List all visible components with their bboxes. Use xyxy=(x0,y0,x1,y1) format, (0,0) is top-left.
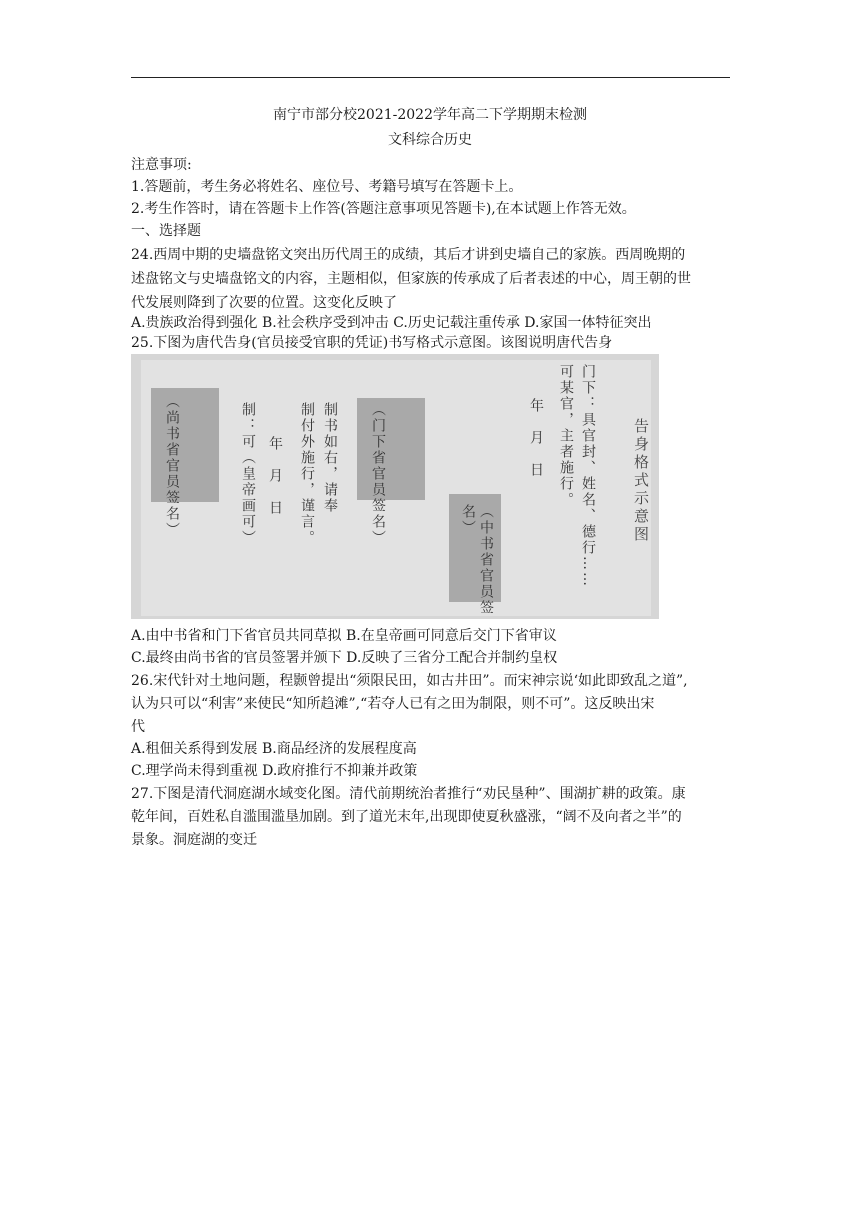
shangshu-signature-box xyxy=(151,388,219,502)
header-rule xyxy=(131,77,730,78)
q24-options: A.贵族政治得到强化 B.社会秩序受到冲击 C.历史记载注重传承 D.家国一体特征突出 xyxy=(131,315,652,331)
section-heading: 一、选择题 xyxy=(131,223,201,239)
q27-line-2: 乾年间，百姓私自滥围滥垦加剧。到了道光末年,出现即使夏秋盛涨，“阔不及向者之半”的 xyxy=(131,809,682,825)
figure-col-zhishu-1: 制书如右，请奉 xyxy=(322,402,338,514)
notice-heading: 注意事项: xyxy=(131,157,192,173)
q25-options-ab: A.由中书省和门下省官员共同草拟 B.在皇帝画可同意后交门下省审议 xyxy=(131,628,557,644)
menxia-signature-label: （门下省官员签名） xyxy=(370,402,386,546)
q27-line-3: 景象。洞庭湖的变迁 xyxy=(131,832,257,848)
exam-subtitle: 文科综合历史 xyxy=(388,132,472,148)
q27-line-1: 27.下图是清代洞庭湖水域变化图。清代前期统治者推行“劝民垦种”、围湖扩耕的政策。康 xyxy=(131,786,686,802)
q26-line-1: 26.宋代针对土地问题，程颢曾提出“须限民田，如古井田”。而宋神宗说‘如此即致乱之道”, xyxy=(131,673,688,689)
q26-line-3: 代 xyxy=(131,719,145,735)
q26-options-ab: A.租佃关系得到发展 B.商品经济的发展程度高 xyxy=(131,741,417,757)
figure-side-title: 告身格式示意图 xyxy=(632,418,650,544)
q24-line-3: 代发展则降到了次要的位置。这变化反映了 xyxy=(131,295,397,311)
notice-item-1: 1.答题前，考生务必将姓名、座位号、考籍号填写在答题卡上。 xyxy=(131,179,523,195)
shangshu-signature-label: （尚书省官员签名） xyxy=(164,394,180,538)
q24-line-2: 述盘铭文与史墙盘铭文的内容，主题相似，但家族的传承成了后者表述的中心，周王朝的世 xyxy=(131,271,691,287)
menxia-signature-box xyxy=(357,398,425,500)
figure-col-menxia-2: 可某官，主者施行。 xyxy=(558,364,574,508)
notice-item-2: 2.考生作答时，请在答题卡上作答(答题注意事项见答题卡),在本试题上作答无效。 xyxy=(131,201,636,217)
figure-col-zhi: 制：可（皇帝画可） xyxy=(240,402,256,546)
figure-col-zhishu-2: 制付外施行，谨言。 xyxy=(299,402,315,546)
exam-title: 南宁市部分校2021-2022学年高二下学期期末检测 xyxy=(273,107,587,123)
q25-options-cd: C.最终由尚书省的官员签署并颁下 D.反映了三省分工配合并制约皇权 xyxy=(131,650,558,666)
figure-col-date-2: 年 月 日 xyxy=(267,436,283,516)
figure-col-menxia-1: 门下：具官封、姓名、德行…… xyxy=(580,364,596,588)
q26-line-2: 认为只可以“利害”来使民“知所趋滩”,“若夺人已有之田为制限，则不可”。这反映出宋 xyxy=(131,696,655,712)
figure-col-date-1: 年 月 日 xyxy=(528,398,544,478)
q24-line-1: 24.西周中期的史墙盘铭文突出历代周王的成绩，其后才讲到史墙自己的家族。西周晚期的 xyxy=(131,247,686,263)
gaoshen-format-figure xyxy=(131,354,659,619)
zhongshu-signature-label: （中书省官员签名） xyxy=(460,504,494,616)
q25-stem: 25.下图为唐代告身(官员接受官职的凭证)书写格式示意图。该图说明唐代告身 xyxy=(131,335,613,351)
q26-options-cd: C.理学尚未得到重视 D.政府推行不抑兼并政策 xyxy=(131,763,418,779)
